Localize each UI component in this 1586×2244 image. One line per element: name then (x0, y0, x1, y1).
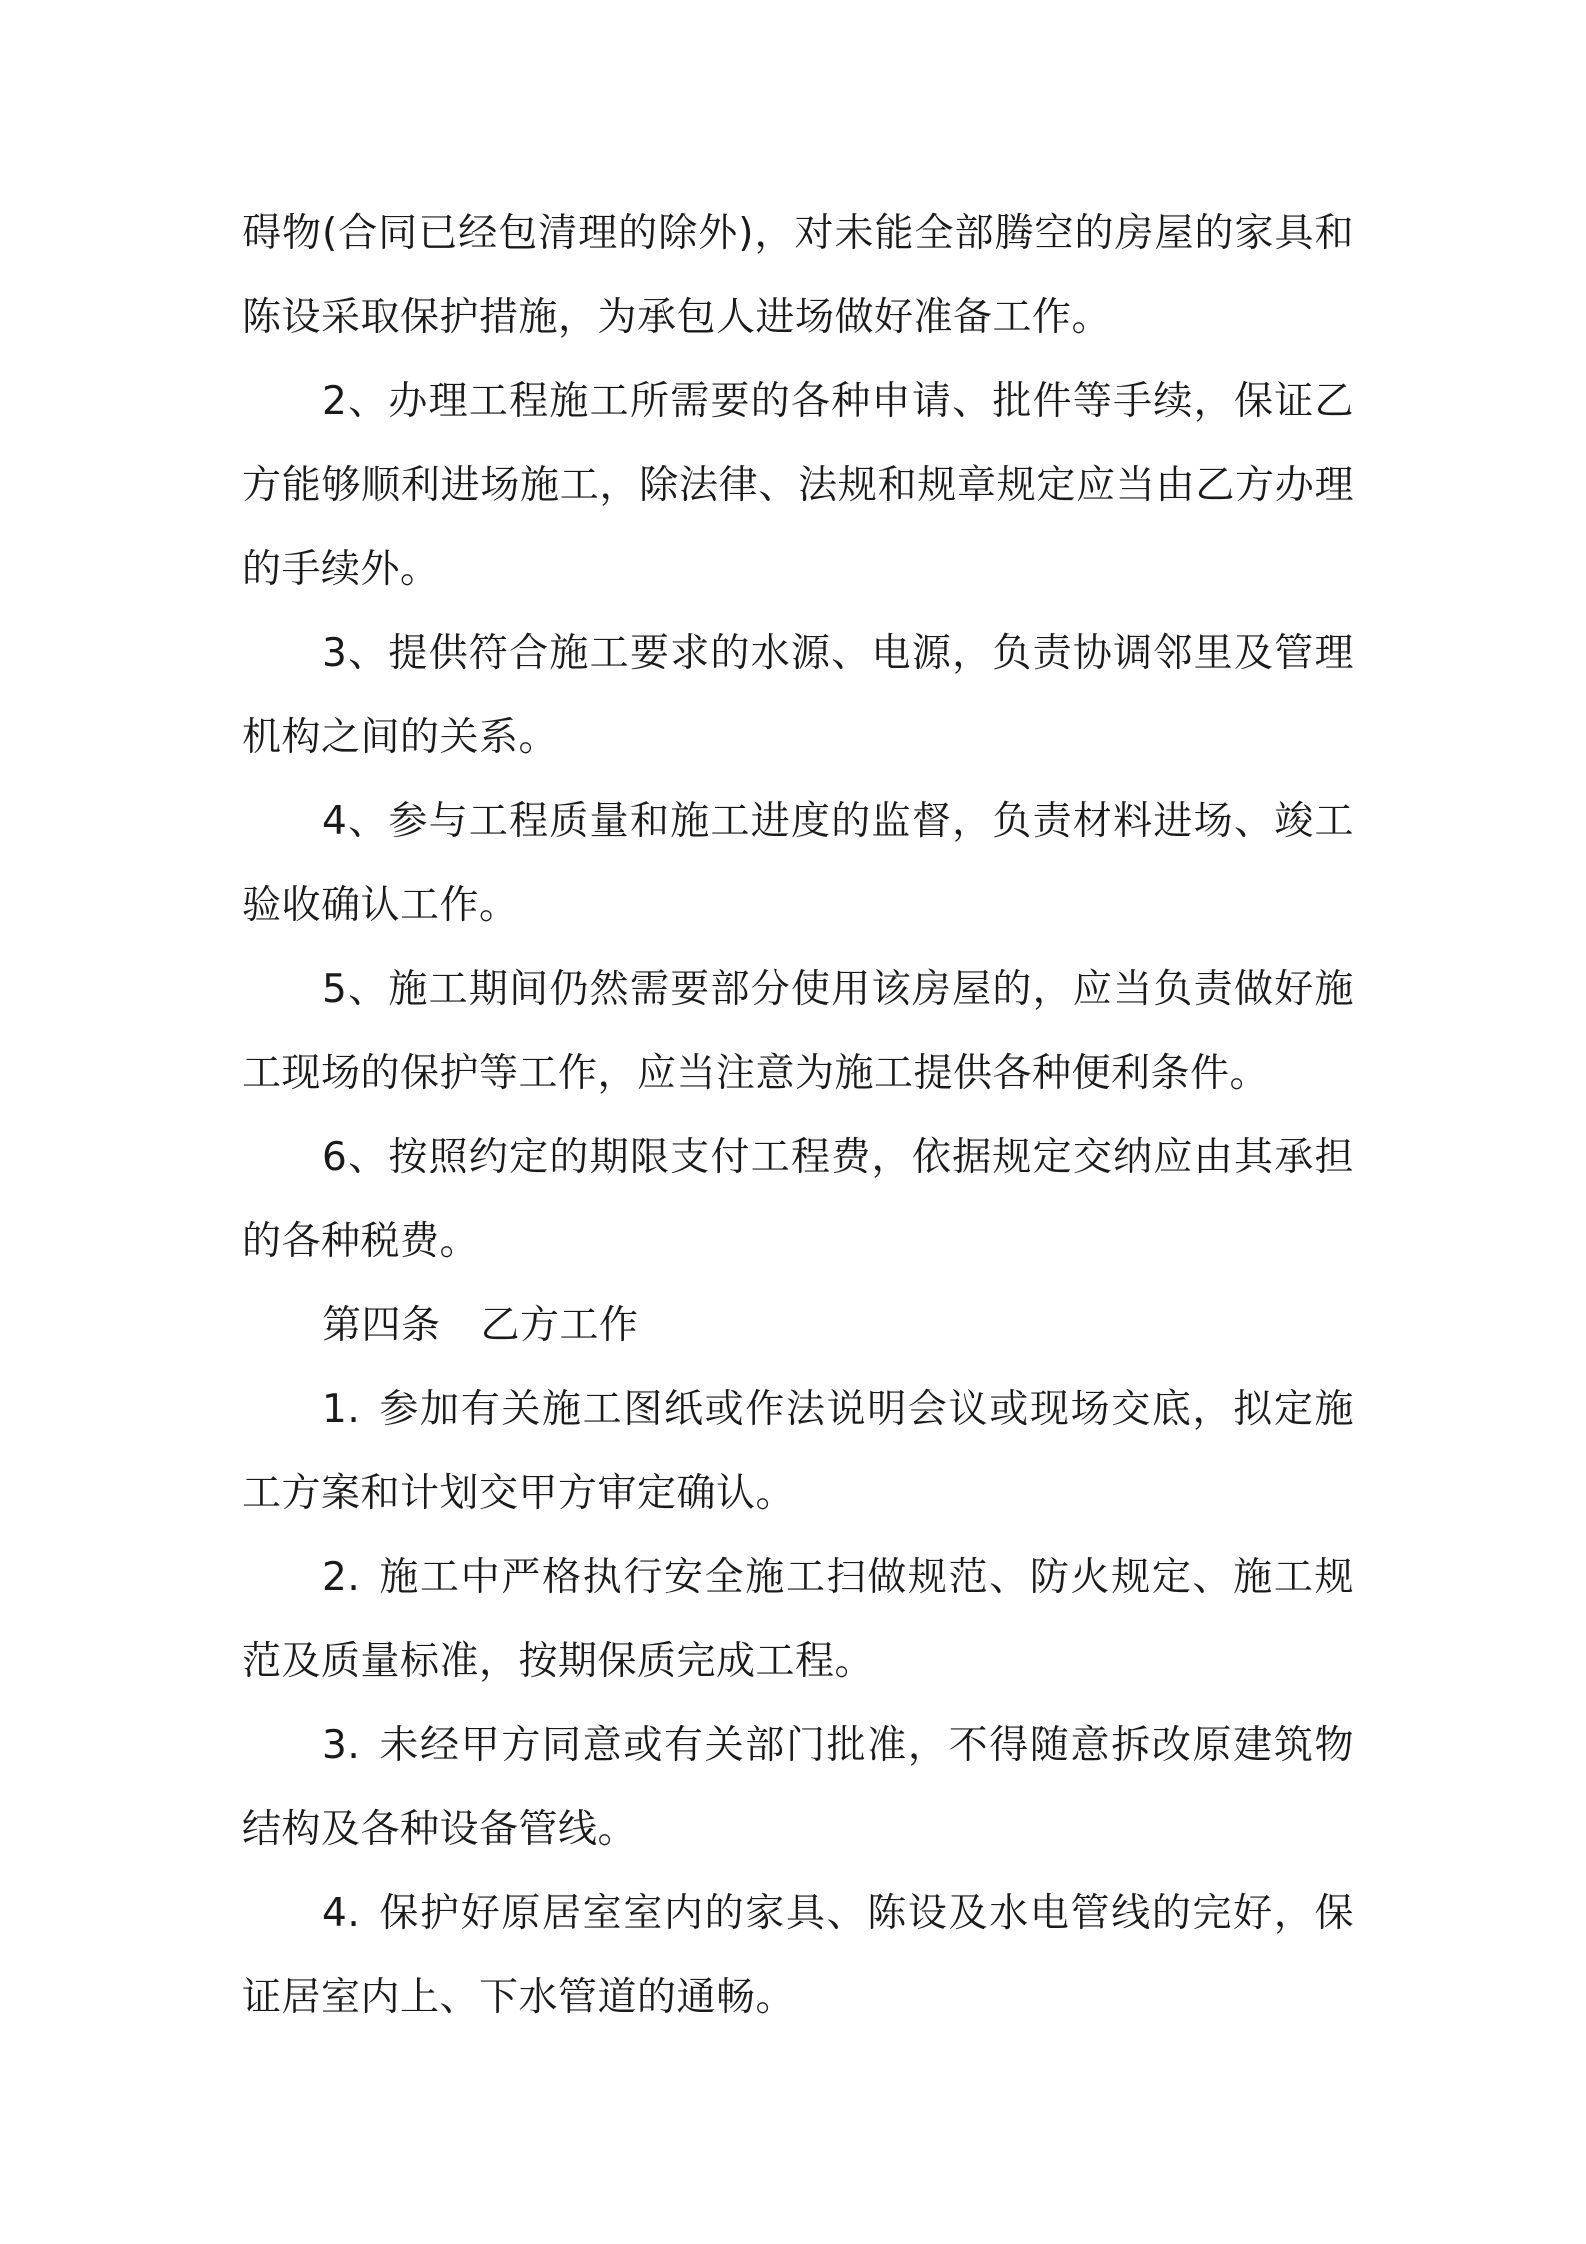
paragraph-item-5: 5、施工期间仍然需要部分使用该房屋的，应当负责做好施工现场的保护等工作，应当注意为施工提供各种便利条件。 (242, 967, 1354, 1096)
item-text: 参加有关施工图纸或作法说明会议或现场交底，拟定施工方案和计划交甲方审定确认。 (242, 1387, 1354, 1516)
numbered-item-1 (242, 1368, 1354, 1536)
paragraph-continuation: 碍物(合同已经包清理的除外)，对未能全部腾空的房屋的家具和陈设采取保护措施，为承包人进场做好准备工作。 (242, 211, 1354, 340)
section-heading (242, 1284, 1354, 1368)
paragraph-item-4: 4、参与工程质量和施工进度的监督，负责材料进场、竣工验收确认工作。 (242, 799, 1354, 928)
paragraph-item-2: 2、办理工程施工所需要的各种申请、批件等手续，保证乙方能够顺利进场施工，除法律、法规和规章规定应当由乙方办理的手续外。 (242, 379, 1354, 592)
item-number: 4. (322, 1891, 361, 1936)
item-number: 1. (322, 1387, 361, 1432)
numbered-item-2 (242, 1536, 1354, 1704)
item-text: 未经甲方同意或有关部门批准，不得随意拆改原建筑物结构及各种设备管线。 (242, 1723, 1354, 1852)
paragraph-item-3: 3、提供符合施工要求的水源、电源，负责协调邻里及管理机构之间的关系。 (242, 631, 1354, 760)
item-number: 3. (322, 1723, 361, 1768)
item-number: 2. (322, 1555, 361, 1600)
section-title: 乙方工作 (480, 1303, 639, 1348)
numbered-item-4 (242, 1872, 1354, 2040)
numbered-item-3 (242, 1704, 1354, 1872)
document-body (242, 192, 1354, 2040)
item-text: 施工中严格执行安全施工扫做规范、防火规定、施工规范及质量标准，按期保质完成工程。 (242, 1555, 1354, 1684)
item-text: 保护好原居室室内的家具、陈设及水电管线的完好，保证居室内上、下水管道的通畅。 (242, 1891, 1354, 2020)
section-article-number: 第四条 (322, 1303, 441, 1348)
paragraph-item-6: 6、按照约定的期限支付工程费，依据规定交纳应由其承担的各种税费。 (242, 1135, 1354, 1264)
